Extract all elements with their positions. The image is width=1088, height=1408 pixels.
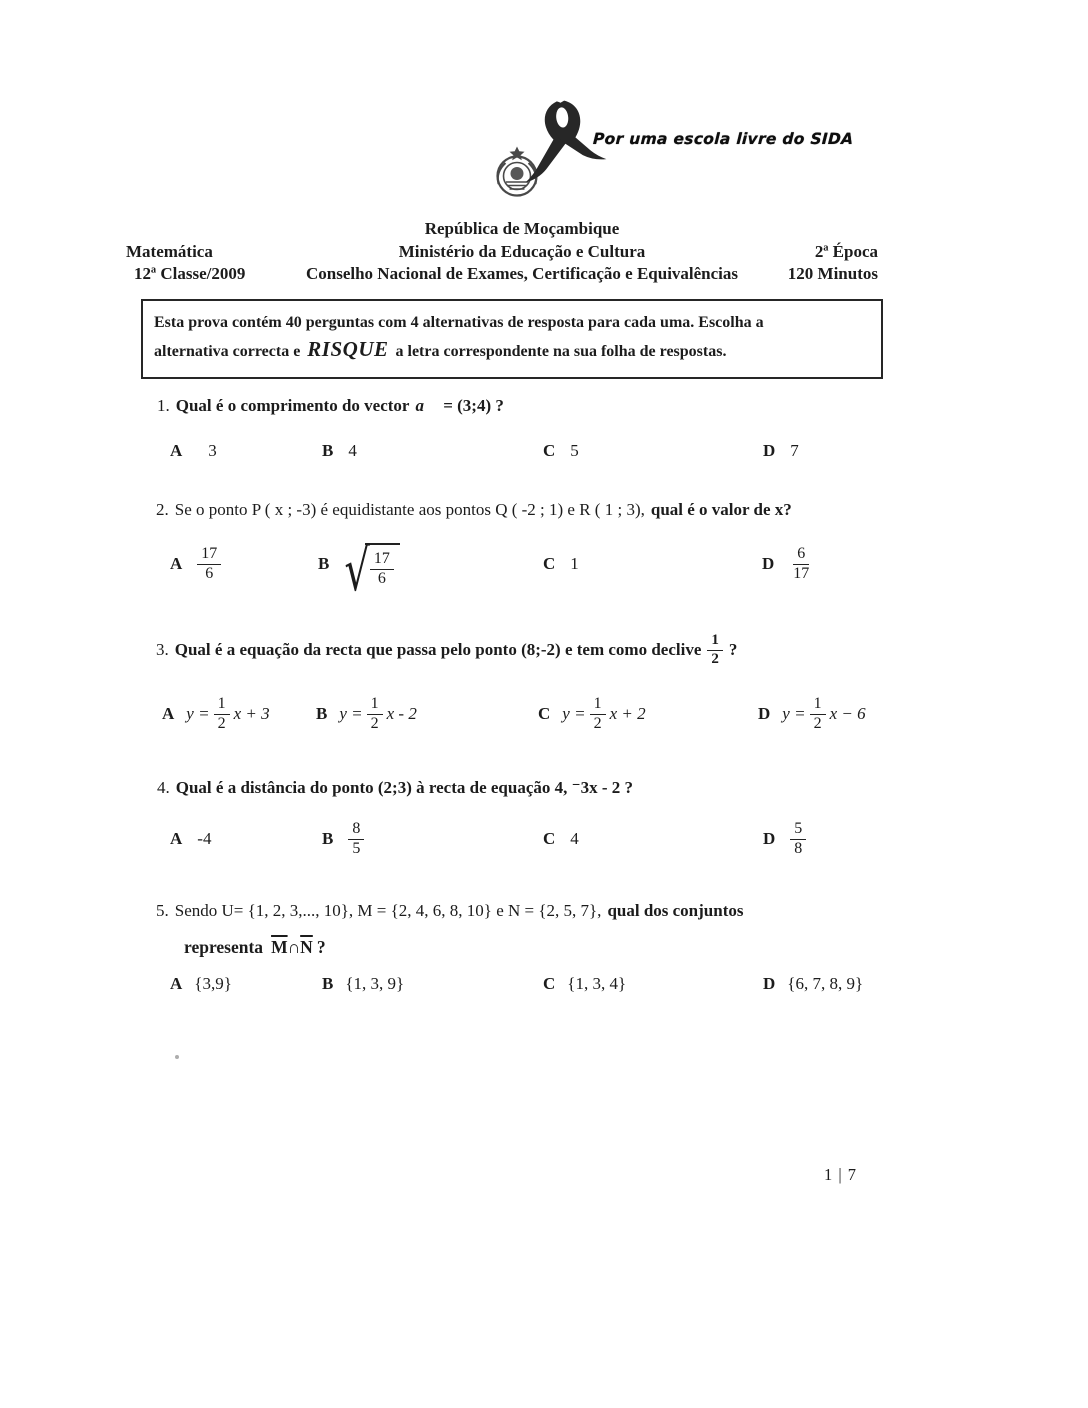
question-1	[157, 396, 504, 416]
ribbon-slogan: Por uma escola livre do SIDA	[592, 130, 854, 148]
option-value: 3	[208, 441, 217, 460]
q4-options	[0, 806, 1088, 872]
option-value: 7	[790, 441, 799, 460]
header-duration: 120 Minutos	[787, 264, 878, 283]
q1-option-a	[170, 437, 217, 465]
option-value: 4	[348, 441, 357, 460]
question-1-text: Qual é o comprimento do vector	[175, 396, 410, 415]
option-letter: D	[762, 554, 775, 573]
q2-option-d	[762, 529, 813, 599]
question-5	[156, 901, 744, 921]
q5-option-d	[763, 969, 863, 999]
option-letter: B	[322, 441, 334, 460]
q2-options	[0, 529, 1088, 605]
option-value: 1	[570, 554, 579, 573]
question-3-number: 3.	[156, 640, 169, 659]
question-2-text-bold: qual é o valor de x?	[650, 500, 792, 519]
option-letter: A	[170, 554, 183, 573]
instructions-line1: Esta prova contém 40 perguntas com 4 alternativas de resposta para cada uma. Escolha a	[154, 314, 764, 331]
set-n-complement: $\overline{N}$	[300, 937, 313, 957]
q4-option-c	[543, 806, 579, 872]
question-5-text-bold: qual dos conjuntos	[607, 901, 744, 920]
q1-option-b	[322, 437, 357, 465]
radical-sign: √	[344, 537, 370, 605]
formula: y = $\frac{1}{2}$ x − 6	[782, 695, 866, 732]
header-class-year: 12ª Classe/2009	[134, 264, 246, 283]
q5-options	[0, 969, 1088, 999]
q4-option-d	[763, 806, 806, 872]
question-1-text-post: = (3;4) ?	[443, 396, 504, 415]
question-4	[157, 778, 633, 798]
instructions-line2-post: a letra correspondente na sua folha de respostas.	[391, 343, 727, 360]
option-value: {6, 7, 8, 9}	[787, 974, 864, 993]
q4-option-b	[322, 806, 364, 872]
page-number: 1 | 7	[824, 1165, 858, 1184]
header-right	[788, 241, 878, 286]
option-letter: C	[543, 441, 556, 460]
question-3	[156, 624, 737, 676]
fraction: $\frac{8}{5}$	[348, 820, 364, 858]
q3-option-a	[162, 686, 270, 742]
header-subject: Matemática	[126, 241, 213, 261]
q5-option-a	[170, 969, 232, 999]
set-m-complement: $\overline{M}$	[271, 937, 288, 957]
formula: y = $\frac{1}{2}$ x + 2	[562, 695, 646, 732]
formula: y = $\frac{1}{2}$ x - 2	[339, 695, 417, 732]
option-letter: B	[322, 974, 334, 993]
question-3-text: Qual é a equação da recta que passa pelo ponto (8;-2) e tem como declive	[174, 640, 702, 659]
option-letter: A	[162, 704, 175, 723]
q1-options	[0, 437, 1088, 465]
square-root	[344, 537, 400, 605]
option-value: {1, 3, 4}	[567, 974, 627, 993]
question-4-text: Qual é a distância do ponto (2;3) à recta de equação 4, ⁻3x - 2 ?	[175, 778, 634, 797]
option-letter: C	[543, 974, 556, 993]
question-4-number: 4.	[157, 778, 170, 797]
option-letter: B	[322, 829, 334, 848]
scan-speck	[175, 1055, 179, 1059]
header-left	[126, 241, 245, 286]
option-value: 4	[570, 829, 579, 848]
option-letter: A	[170, 829, 183, 848]
instructions-line2	[154, 336, 870, 365]
option-value: {3,9}	[194, 974, 232, 993]
intersection-symbol: ∩	[287, 937, 301, 957]
vector-a: a⃗	[415, 396, 438, 415]
header-epoch: 2ª Época	[814, 241, 878, 261]
question-5-number: 5.	[156, 901, 169, 920]
option-value: 5	[570, 441, 579, 460]
question-3-suffix: ?	[728, 640, 738, 659]
fraction: $\frac{1}{2}$	[590, 695, 606, 733]
option-letter: C	[543, 554, 556, 573]
q1-option-c	[543, 437, 579, 465]
fraction: $\frac{1}{2}$	[810, 695, 826, 733]
option-letter: D	[758, 704, 771, 723]
header-ministry: Ministério da Educação e Cultura	[398, 241, 646, 261]
option-letter: A	[170, 441, 183, 460]
option-letter: C	[543, 829, 556, 848]
fraction: $\frac{1}{2}$	[214, 695, 230, 733]
fraction: $\frac{17}{6}$	[370, 550, 394, 588]
question-2-text: Se o ponto P ( x ; -3) é equidistante aos pontos Q ( -2 ; 1) e R ( 1 ; 3),	[174, 500, 645, 519]
q4-option-a	[170, 806, 211, 872]
option-letter: D	[763, 974, 776, 993]
option-value: {1, 3, 9}	[345, 974, 405, 993]
option-letter: D	[763, 441, 776, 460]
option-letter: B	[318, 554, 330, 573]
option-letter: B	[316, 704, 328, 723]
fraction: $\frac{1}{2}$	[367, 695, 383, 733]
q3-option-d	[758, 686, 866, 742]
fraction: $\frac{6}{17}$	[793, 545, 810, 582]
mozambique-emblem-icon	[489, 144, 545, 200]
option-letter: C	[538, 704, 551, 723]
option-letter: A	[170, 974, 183, 993]
question-5-line2	[184, 937, 326, 958]
q1-option-d	[763, 437, 799, 465]
q5-option-c	[543, 969, 626, 999]
q3-option-b	[316, 686, 417, 742]
option-value: -4	[197, 829, 212, 848]
q2-option-a	[170, 529, 221, 599]
fraction: $\frac{5}{8}$	[790, 820, 806, 858]
risque-word: RISQUE	[307, 337, 389, 361]
instructions-line2-pre: alternativa correcta e	[154, 343, 305, 360]
fraction: $\frac{1}{2}$	[707, 632, 723, 668]
instructions-box	[141, 299, 883, 379]
header-country: República de Moçambique	[424, 219, 620, 238]
question-mark: ?	[316, 937, 326, 957]
question-1-number: 1.	[157, 396, 170, 415]
header-council: Conselho Nacional de Exames, Certificação e Equivalências	[305, 264, 739, 283]
formula: y = $\frac{1}{2}$ x + 3	[186, 695, 270, 732]
question-2	[156, 500, 792, 520]
q5-option-b	[322, 969, 404, 999]
question-5-line2-pre: representa	[184, 937, 264, 957]
q3-option-c	[538, 686, 646, 742]
q2-option-b	[318, 529, 400, 605]
option-letter: D	[763, 829, 776, 848]
q3-options	[0, 686, 1088, 742]
q2-option-c	[543, 529, 579, 599]
question-5-text: Sendo U= {1, 2, 3,..., 10}, M = {2, 4, 6, 8, 10} e N = {2, 5, 7},	[174, 901, 602, 920]
header-center	[150, 218, 894, 286]
fraction: $\frac{17}{6}$	[197, 545, 221, 583]
question-2-number: 2.	[156, 500, 169, 519]
